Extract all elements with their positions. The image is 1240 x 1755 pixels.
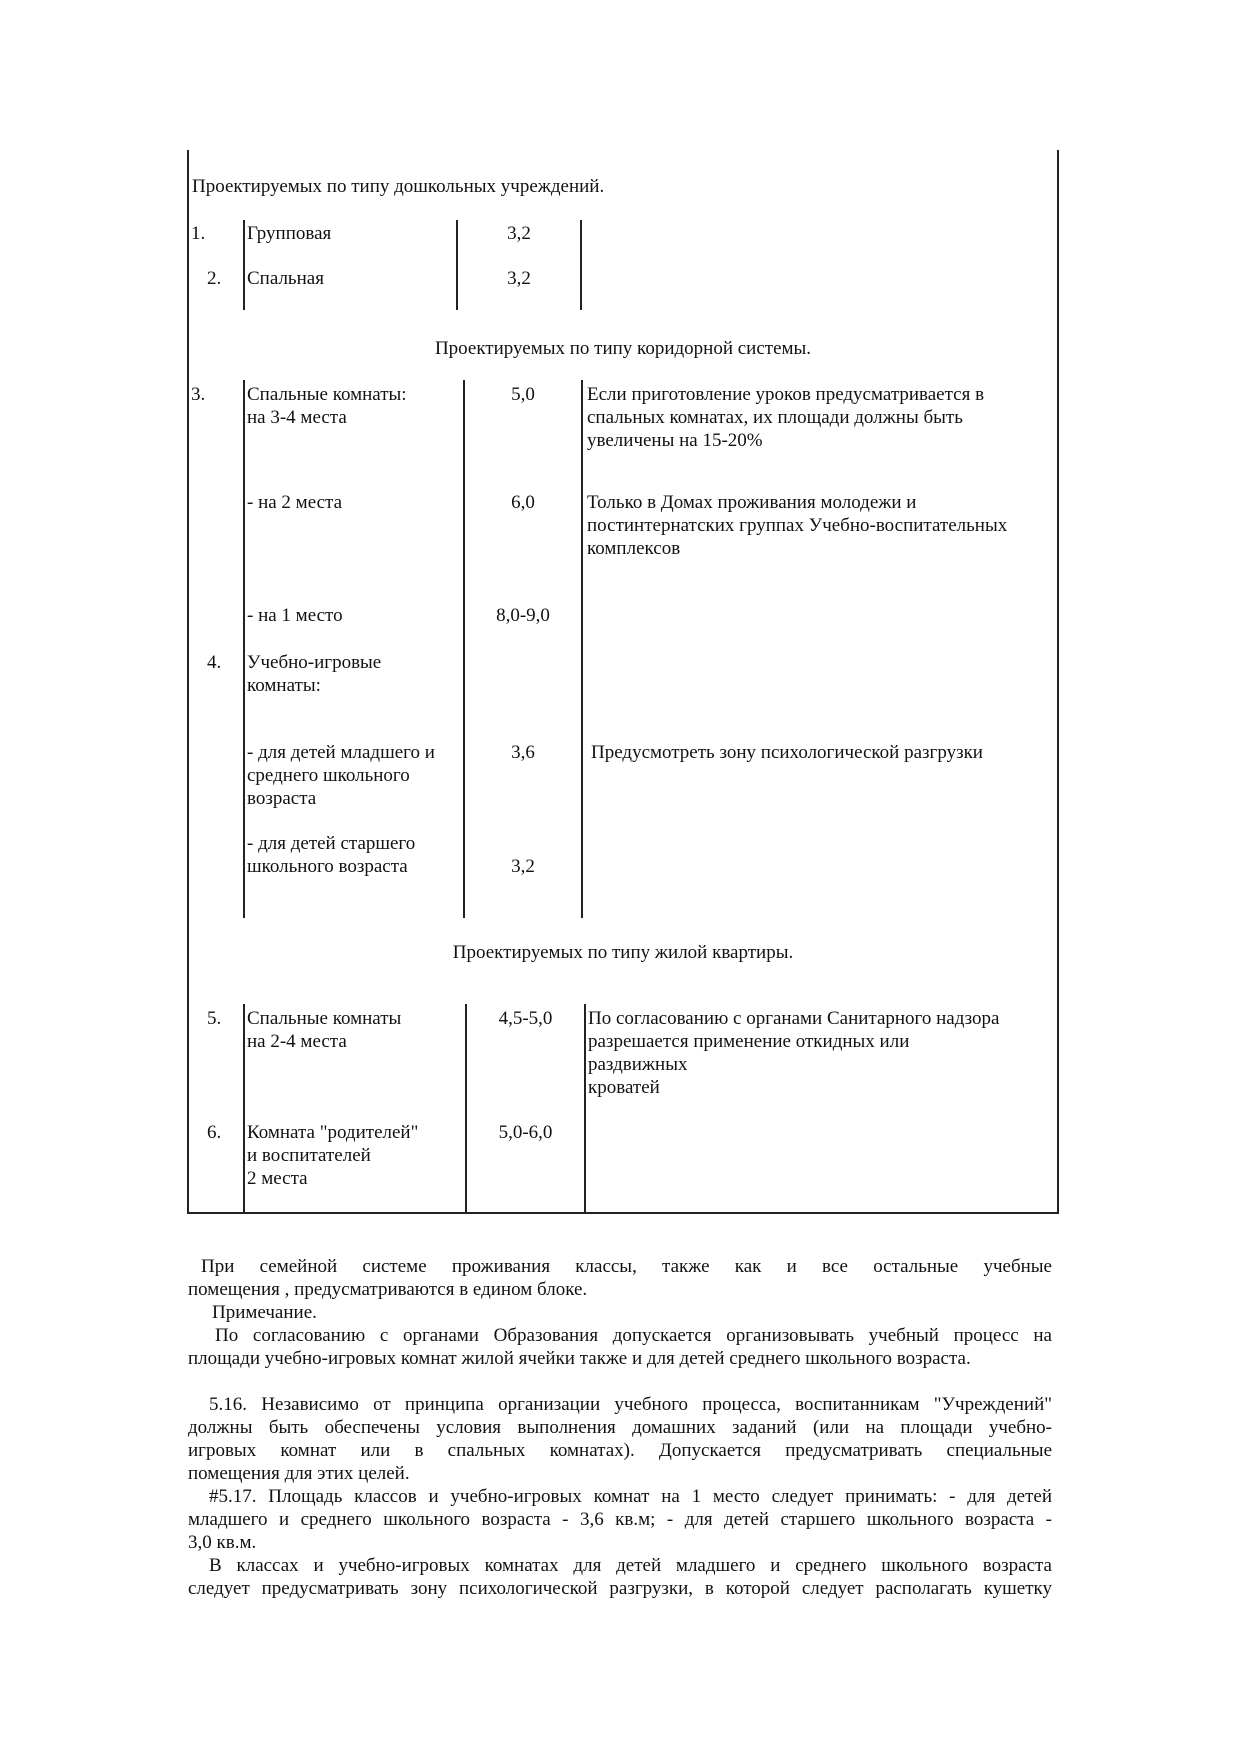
area-value: 3,2 <box>507 223 531 244</box>
col-divider <box>581 380 583 918</box>
note-label: Примечание. <box>212 1302 317 1323</box>
room-name: - на 2 места <box>247 492 343 513</box>
room-name: среднего школьного <box>247 765 410 786</box>
paragraph-line: младшего и среднего школьного возраста - 3,6 кв.м; - для детей старшего школьного возраста - <box>188 1509 1052 1530</box>
section-title: Проектируемых по типу жилой квартиры. <box>452 942 794 963</box>
room-name: и воспитателей <box>247 1145 371 1166</box>
note-text: кроватей <box>588 1077 660 1098</box>
section-title: Проектируемых по типу дошкольных учреждений. <box>192 176 605 197</box>
area-value: 3,2 <box>511 856 535 877</box>
paragraph-line: должны быть обеспечены условия выполнения домашних заданий (или на площади учебно- <box>188 1417 1052 1438</box>
paragraph-line: следует предусматривать зону психологической разгрузки, в которой следует располагать кушетку <box>188 1578 1052 1599</box>
table-right-border <box>1057 150 1059 1213</box>
row-number: 2. <box>207 268 222 289</box>
row-number: 5. <box>207 1008 222 1029</box>
room-name: - для детей старшего <box>247 833 416 854</box>
paragraph-line: #5.17. Площадь классов и учебно-игровых комнат на 1 место следует принимать: - для детей <box>209 1486 1052 1507</box>
col-divider <box>465 1004 467 1214</box>
note-text: спальных комнатах, их площади должны быть <box>587 407 963 428</box>
paragraph-line: 3,0 кв.м. <box>188 1532 257 1553</box>
col-divider <box>463 380 465 918</box>
room-name: Спальные комнаты <box>247 1008 402 1029</box>
paragraph-line: В классах и учебно-игровых комнатах для детей младшего и среднего школьного возраста <box>209 1555 1052 1576</box>
section-title: Проектируемых по типу коридорной системы. <box>434 338 812 359</box>
room-name: возраста <box>247 788 317 809</box>
row-number: 3. <box>191 384 206 405</box>
note-text: разрешается применение откидных или <box>588 1031 910 1052</box>
room-name: на 3-4 места <box>247 407 347 428</box>
area-value: 4,5-5,0 <box>498 1008 553 1029</box>
room-name: - на 1 место <box>247 605 343 626</box>
room-name: Учебно-игровые <box>247 652 382 673</box>
room-name: Спальные комнаты: <box>247 384 407 405</box>
row-number: 4. <box>207 652 222 673</box>
area-value: 3,2 <box>507 268 531 289</box>
paragraph-line: площади учебно-игровых комнат жилой ячейки также и для детей среднего школьного возраста. <box>188 1348 971 1369</box>
note-text: комплексов <box>587 538 681 559</box>
paragraph-line: При семейной системе проживания классы, также как и все остальные учебные <box>201 1256 1052 1277</box>
paragraph-line: помещения для этих целей. <box>188 1463 410 1484</box>
area-value: 6,0 <box>511 492 535 513</box>
area-value: 5,0-6,0 <box>498 1122 553 1143</box>
paragraph-line: По согласованию с органами Образования допускается организовывать учебный процесс на <box>215 1325 1052 1346</box>
col-divider <box>243 1004 245 1214</box>
note-text: Только в Домах проживания молодежи и <box>587 492 917 513</box>
col-divider <box>243 380 245 918</box>
note-text: постинтернатских группах Учебно-воспитательных <box>587 515 1008 536</box>
paragraph-line: помещения , предусматриваются в едином блоке. <box>188 1279 588 1300</box>
room-name: - для детей младшего и <box>247 742 435 763</box>
area-value: 3,6 <box>511 742 535 763</box>
note-text: Если приготовление уроков предусматривается в <box>587 384 985 405</box>
area-value: 5,0 <box>511 384 535 405</box>
note-text: увеличены на 15-20% <box>587 430 763 451</box>
paragraph-line: игровых комнат или в спальных комнатах). Допускается предусматривать специальные <box>188 1440 1052 1461</box>
room-name: школьного возраста <box>247 856 408 877</box>
col-divider <box>243 220 245 310</box>
note-text: Предусмотреть зону психологической разгрузки <box>591 742 983 763</box>
room-name: Спальная <box>247 268 324 289</box>
paragraph-line: 5.16. Независимо от принципа организации учебного процесса, воспитанникам "Учреждений" <box>209 1394 1052 1415</box>
col-divider <box>580 220 582 310</box>
room-name: Групповая <box>247 223 332 244</box>
note-text: По согласованию с органами Санитарного надзора <box>588 1008 1000 1029</box>
row-number: 6. <box>207 1122 222 1143</box>
note-text: раздвижных <box>588 1054 688 1075</box>
row-number: 1. <box>191 223 206 244</box>
room-name: 2 места <box>247 1168 308 1189</box>
room-name: на 2-4 места <box>247 1031 347 1052</box>
table-bottom-border <box>187 1212 1059 1214</box>
col-divider <box>584 1004 586 1214</box>
room-name: комнаты: <box>247 675 321 696</box>
area-value: 8,0-9,0 <box>496 605 550 626</box>
table-left-border <box>187 150 189 1213</box>
room-name: Комната "родителей" <box>247 1122 419 1143</box>
